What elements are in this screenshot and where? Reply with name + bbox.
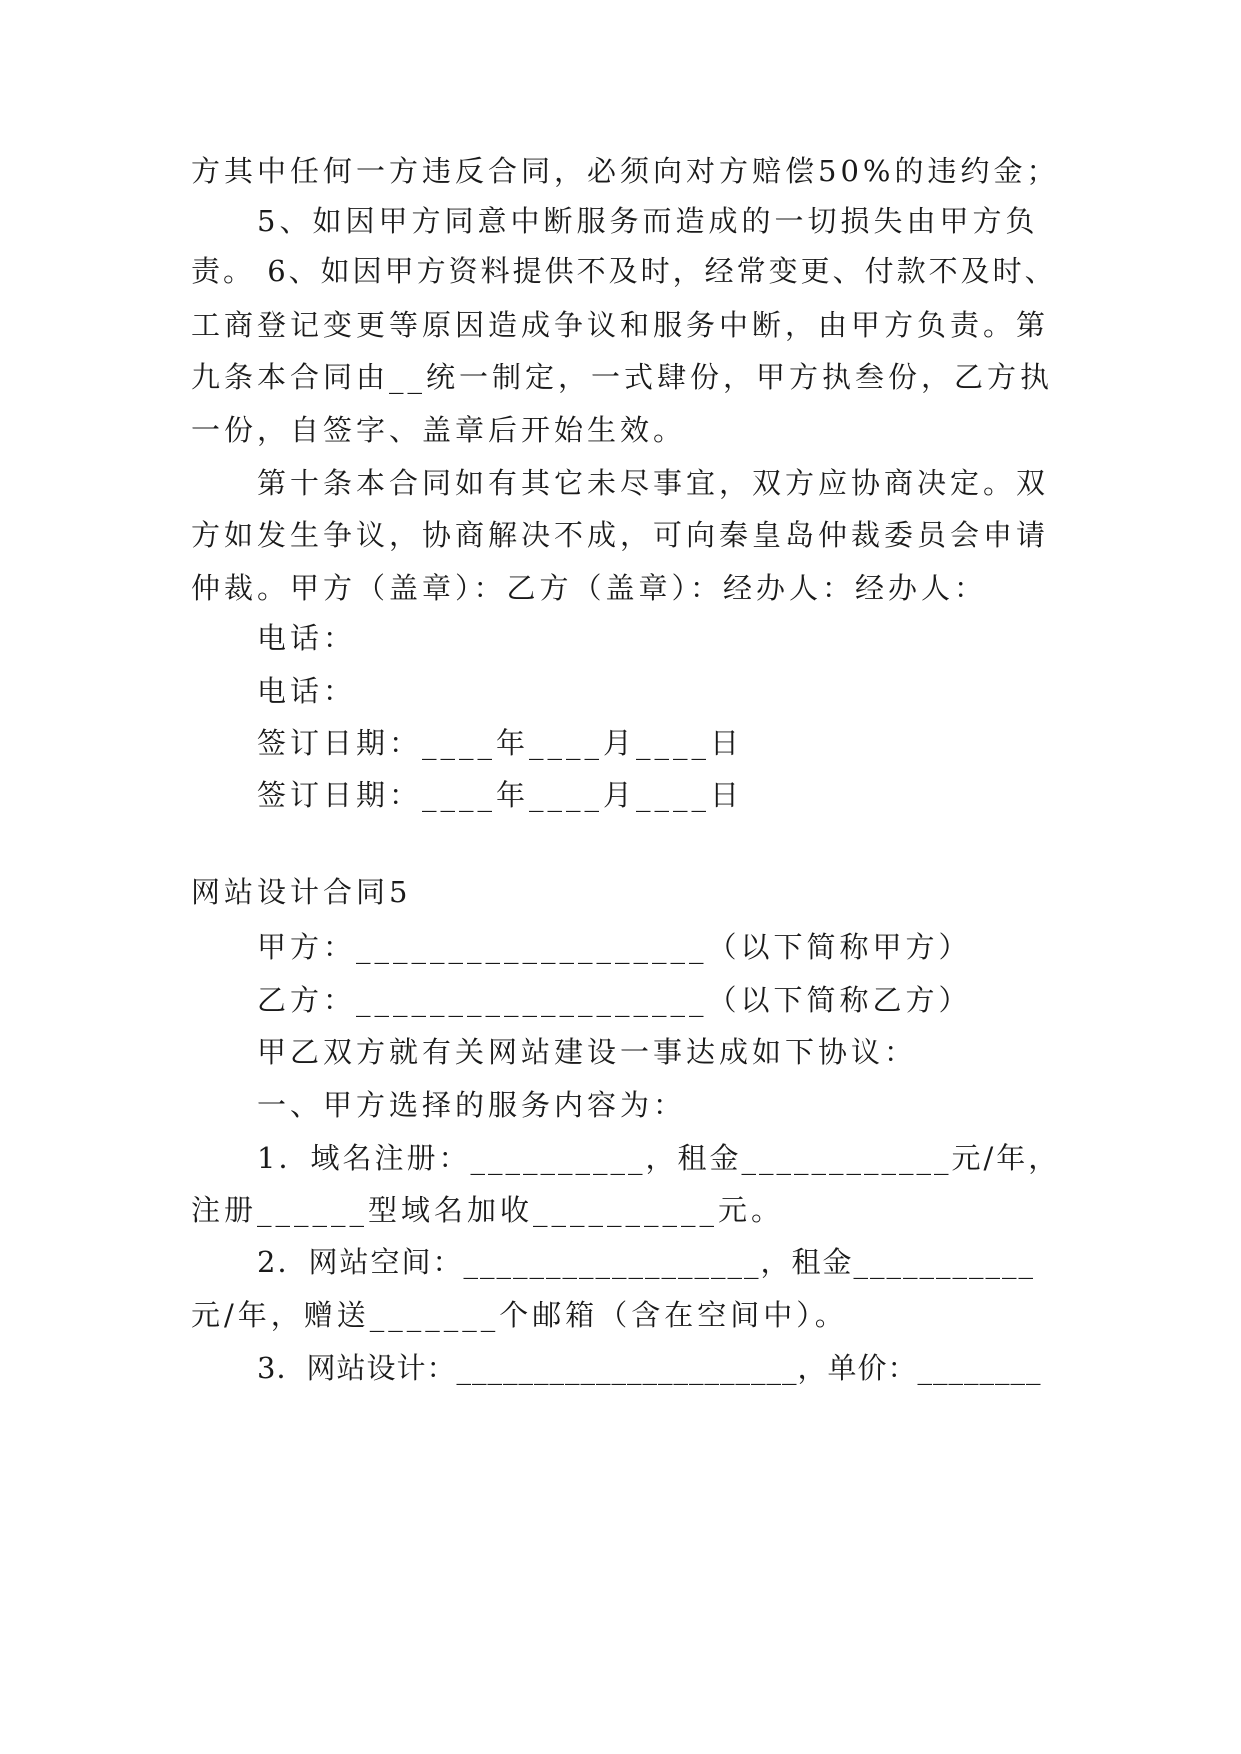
clause-line: 3．网站设计：______________________，单价：________	[257, 1351, 1042, 1385]
paragraph-line: 一、甲方选择的服务内容为：	[257, 1088, 687, 1122]
clause-line: 注册______型域名加收__________元。	[191, 1193, 785, 1227]
paragraph-line: 责。 6、如因甲方资料提供不及时，经常变更、付款不及时、	[191, 254, 1057, 288]
paragraph-line: 工商登记变更等原因造成争议和服务中断，由甲方负责。第	[191, 308, 1050, 342]
section-title: 网站设计合同5	[191, 875, 412, 909]
paragraph-line: 5、如因甲方同意中断服务而造成的一切损失由甲方负	[257, 204, 1039, 238]
clause-line: 元/年，赠送_______个邮箱（含在空间中）。	[191, 1298, 848, 1332]
party-b-line: 乙方：___________________（以下简称乙方）	[257, 983, 972, 1017]
phone-line: 电话：	[257, 674, 357, 708]
paragraph-line: 方其中任何一方违反合同，必须向对方赔偿50%的违约金；	[191, 154, 1060, 188]
paragraph-line: 仲裁。甲方（盖章）：乙方（盖章）：经办人：经办人：	[191, 571, 988, 605]
sign-date-line: 签订日期：____年____月____日	[257, 726, 744, 760]
paragraph-line: 九条本合同由__统一制定，一式肆份，甲方执叁份，乙方执	[191, 360, 1054, 394]
party-a-line: 甲方：___________________（以下简称甲方）	[257, 930, 972, 964]
sign-date-line: 签订日期：____年____月____日	[257, 778, 744, 812]
clause-line: 2．网站空间：__________________，租金___________	[257, 1245, 1035, 1279]
phone-line: 电话：	[257, 621, 357, 655]
paragraph-line: 一份，自签字、盖章后开始生效。	[191, 413, 687, 447]
paragraph-line: 甲乙双方就有关网站建设一事达成如下协议：	[257, 1035, 918, 1069]
paragraph-line: 方如发生争议，协商解决不成，可向秦皇岛仲裁委员会申请	[191, 518, 1050, 552]
clause-line: 1．域名注册：__________，租金____________元/年，	[257, 1141, 1061, 1175]
paragraph-line: 第十条本合同如有其它未尽事宜，双方应协商决定。双	[257, 466, 1050, 500]
